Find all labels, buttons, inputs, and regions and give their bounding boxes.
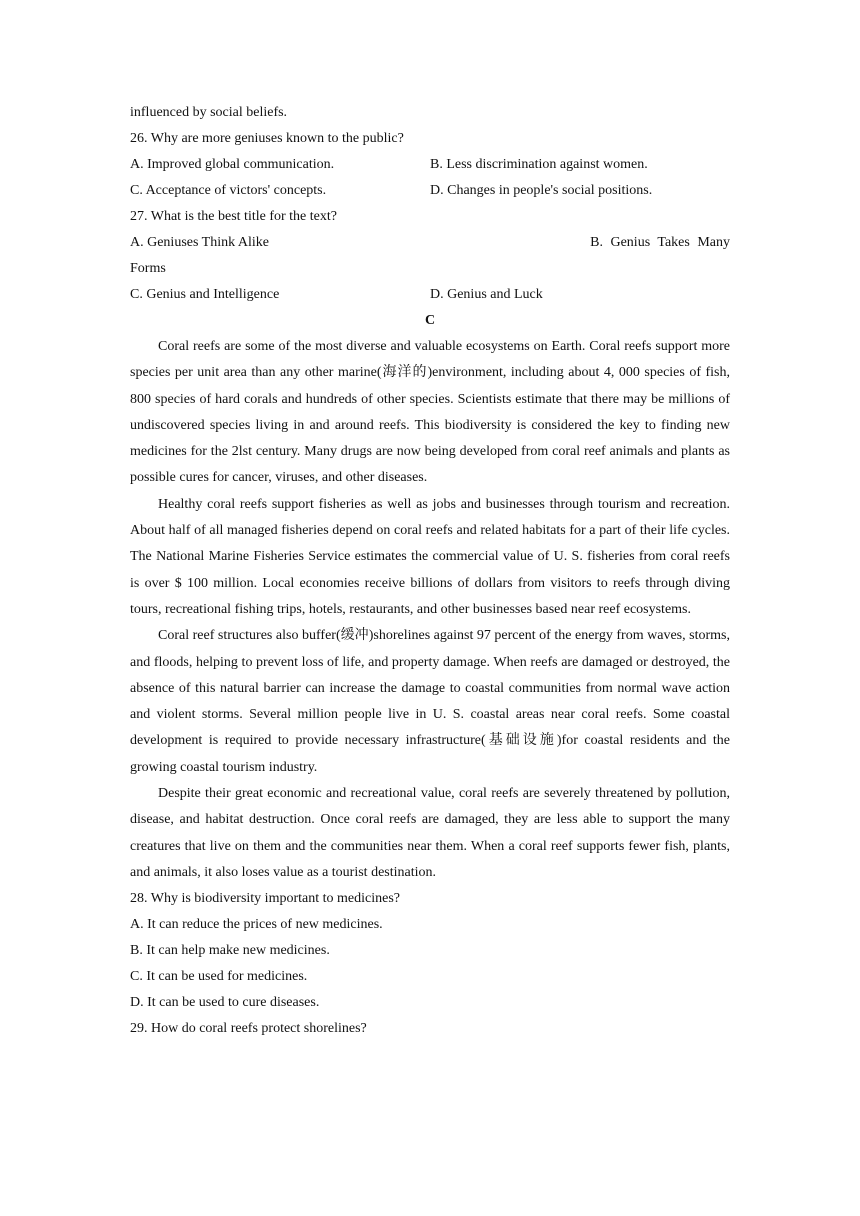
- section-heading: C: [424, 313, 436, 328]
- paragraph-4: Despite their great economic and recreational value, coral reefs are severely threatened by pollution, disease, and habitat destruction. Once coral reefs are damaged, they are less able to support the many creatures that live on them and the communities near them. When a coral reef supports fewer fish, plants, and animals, it also loses value as a tourist destination.: [130, 786, 730, 880]
- paragraph-3: Coral reef structures also buffer(缓冲)shorelines against 97 percent of the energy from waves, storms, and floods, helping to prevent loss of life, and property damage. When reefs are damaged or destroyed, the absence of this natural barrier can increase the damage to coastal communities from normal wave action and violent storms. Several million people live in U. S. coastal areas near coral reefs. Some coastal development is required to provide necessary infrastructure(基础设施)for coastal residents and the growing coastal tourism industry.: [130, 628, 730, 775]
- paragraph-1: Coral reefs are some of the most diverse and valuable ecosystems on Earth. Coral reefs support more species per unit area than any other marine(海洋的)environment, including about 4, 000 species of fish, 800 species of hard corals and hundreds of other species. Scientists estimate that there may be millions of undiscovered species living in and around reefs. This biodiversity is considered the key to finding new medicines for the 2lst century. Many drugs are now being developed from coral reef animals and plants as possible cures for cancer, viruses, and other diseases.: [130, 339, 730, 486]
- q26-option-c: C. Acceptance of victors' concepts.: [130, 183, 327, 198]
- q27-option-d: D. Genius and Luck: [430, 287, 543, 302]
- q26-options-row-2: [130, 178, 730, 204]
- q27-option-b-continued: Forms: [130, 261, 166, 276]
- paragraph-2: Healthy coral reefs support fisheries as well as jobs and businesses through tourism and recreation. About half of all managed fisheries depend on coral reefs and related habitats for a part of their life cycles. The National Marine Fisheries Service estimates the commercial value of U. S. fisheries from coral reefs is over $ 100 million. Local economies receive billions of dollars from visitors to reefs through diving tours, recreational fishing trips, hotels, restaurants, and other businesses based near reef ecosystems.: [130, 496, 730, 617]
- intro-line: influenced by social beliefs.: [130, 105, 288, 120]
- question-27: 27. What is the best title for the text?: [130, 209, 337, 224]
- q28-option-c: C. It can be used for medicines.: [130, 969, 308, 985]
- q28-option-d: D. It can be used to cure diseases.: [130, 995, 320, 1011]
- q26-option-b: B. Less discrimination against women.: [430, 157, 648, 172]
- question-29: 29. How do coral reefs protect shorelines?: [130, 1021, 367, 1037]
- q26-options-row-1: [130, 152, 730, 178]
- document-page: [130, 100, 730, 1042]
- q28-option-b: B. It can help make new medicines.: [130, 943, 330, 959]
- q26-option-d: D. Changes in people's social positions.: [430, 183, 653, 198]
- q26-option-a: A. Improved global communication.: [130, 157, 335, 172]
- q28-option-a: A. It can reduce the prices of new medicines.: [130, 917, 383, 933]
- q27-option-a: A. Geniuses Think Alike: [130, 235, 269, 250]
- q27-options-row-1: [130, 230, 730, 256]
- question-26: 26. Why are more geniuses known to the public?: [130, 131, 404, 146]
- question-28: 28. Why is biodiversity important to medicines?: [130, 891, 400, 907]
- q27-options-row-2: [130, 282, 730, 308]
- q27-option-b: B. Genius Takes Many: [590, 235, 730, 250]
- q27-option-c: C. Genius and Intelligence: [130, 287, 280, 302]
